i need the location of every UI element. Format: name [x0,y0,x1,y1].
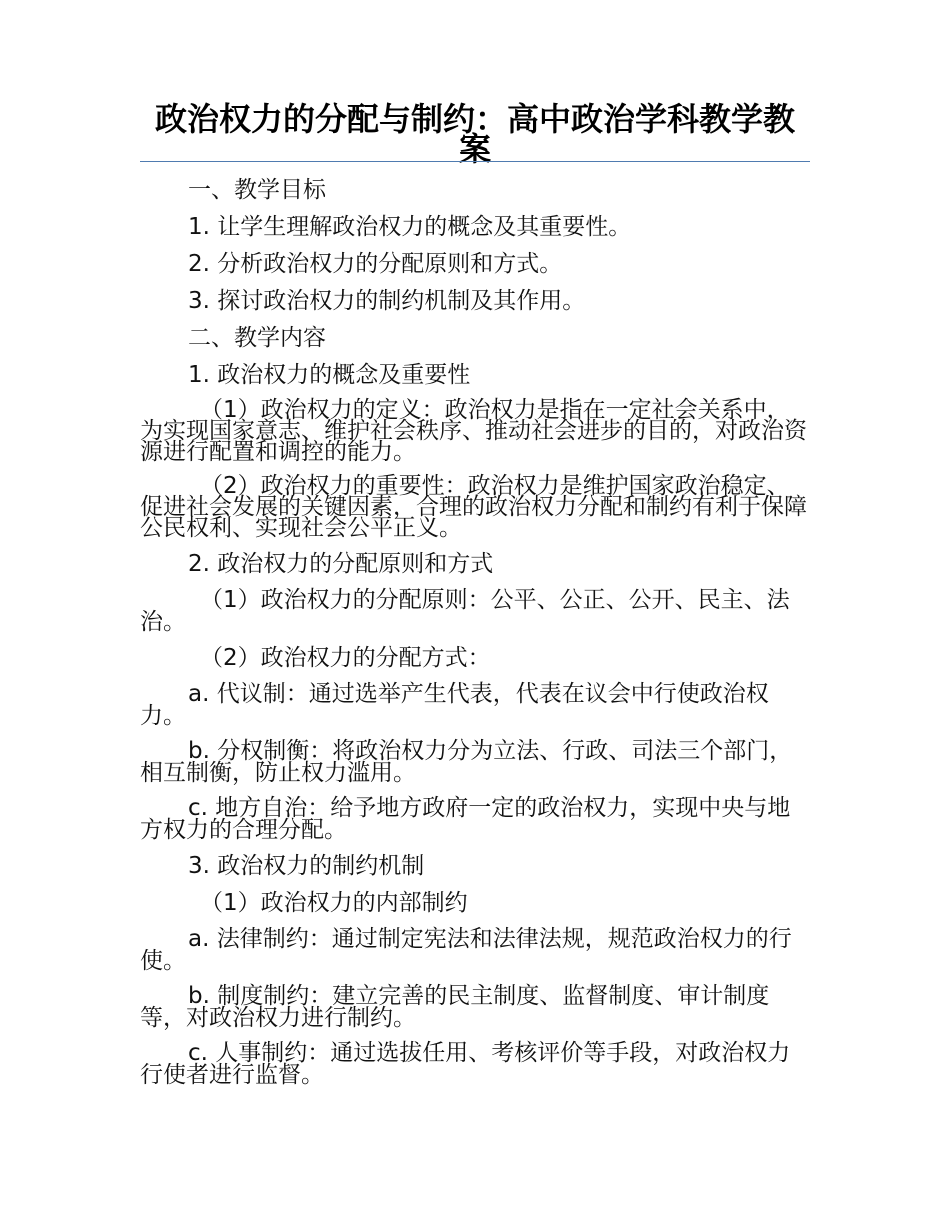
list-item-local-autonomy: c. 地方自治：给予地方政府一定的政治权力，实现中央与地方权力的合理分配。 [140,795,791,843]
list-item-separation: b. 分权制衡：将政治权力分为立法、行政、司法三个部门，相互制衡，防止权力滥用。 [140,738,793,786]
objective-item-1: 1. 让学生理解政治权力的概念及其重要性。 [188,214,632,240]
section-heading-1: 1. 政治权力的概念及重要性 [188,362,471,388]
paragraph-definition: （1）政治权力的定义：政治权力是指在一定社会关系中，为实现国家意志、维护社会秩序、推动社会进步的目的，对政治资源进行配置和调控的能力。 [140,397,807,465]
list-item-legal-check: a. 法律制约：通过制定宪法和法律法规，规范政治权力的行使。 [140,926,792,974]
objective-item-3: 3. 探讨政治权力的制约机制及其作用。 [188,288,586,314]
title-underline [140,161,810,162]
paragraph-internal-checks: （1）政治权力的内部制约 [200,890,468,916]
document-body [140,178,812,1099]
objective-item-2: 2. 分析政治权力的分配原则和方式。 [188,251,563,277]
paragraph-principles: （1）政治权力的分配原则：公平、公正、公开、民主、法治。 [140,587,790,635]
list-item-system-check: b. 制度制约：建立完善的民主制度、监督制度、审计制度等，对政治权力进行制约。 [140,983,770,1031]
heading-content: 二、教学内容 [188,325,326,351]
section-heading-2: 2. 政治权力的分配原则和方式 [188,551,494,577]
section-heading-3: 3. 政治权力的制约机制 [188,853,425,879]
paragraph-importance: （2）政治权力的重要性：政治权力是维护国家政治稳定、促进社会发展的关键因素，合理的政治权力分配和制约有利于保障公民权利、实现社会公平正义。 [140,473,807,541]
list-item-personnel-check: c. 人事制约：通过选拔任用、考核评价等手段，对政治权力行使者进行监督。 [140,1040,791,1088]
list-item-representative: a. 代议制：通过选举产生代表，代表在议会中行使政治权力。 [140,681,769,729]
paragraph-methods: （2）政治权力的分配方式： [200,645,491,671]
heading-objectives: 一、教学目标 [188,177,326,203]
document-title: 政治权力的分配与制约：高中政治学科教学教案 [154,100,795,168]
